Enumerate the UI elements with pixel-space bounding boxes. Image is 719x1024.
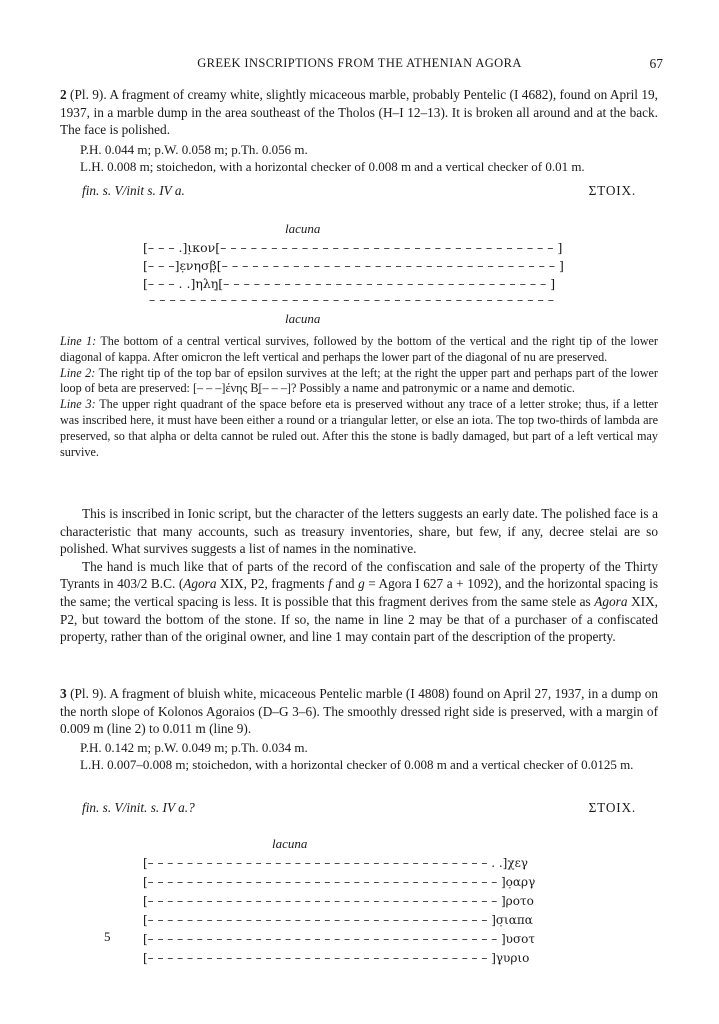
running-header: [0, 56, 719, 74]
note-line-1: [60, 334, 658, 366]
note-line-2-label: Line 2:: [60, 365, 96, 380]
entry-3-date-row: [60, 800, 658, 820]
entry-3-date: fin. s. V/init. s. IV a.?: [82, 800, 195, 815]
note-line-3: [60, 397, 658, 460]
entry-2-intro-text: (Pl. 9). A fragment of creamy white, slightly micaceous marble, probably Pentelic (I 4682), found on April 19, 1937, in a marble dump in the area southeast of the Tholos (H–I 12–13). It is broken all around and at the back. The face is polished.: [60, 87, 658, 138]
note-line-1-label: Line 1:: [60, 334, 97, 348]
commentary-paragraph-2: [60, 558, 658, 646]
note-line-2: [60, 366, 658, 398]
entry-2-commentary: [60, 505, 658, 646]
entry-2-letters: L.H. 0.008 m; stoichedon, with a horizontal checker of 0.008 m and a vertical checker of 0.01 m.: [80, 159, 585, 174]
entry-2-notes: [60, 334, 658, 460]
para2-part-c: and: [331, 576, 359, 592]
entry-3-stoich: ΣΤΟΙΧ.: [588, 800, 636, 815]
entry-3-line-3: [– – – – – – – – – – – – – – – – – – – – – – – – – – – – – – – – – – – – ]ροτο: [143, 894, 534, 908]
entry-3-letters: L.H. 0.007–0.008 m; stoichedon, with a horizontal checker of 0.008 m and a vertical checker of 0.0125 m.: [80, 757, 634, 772]
para2-fragment-g: g: [358, 576, 365, 592]
note-line-2-text: The right tip of the top bar of epsilon survives at the left; at the right the upper part and perhaps part of the lower loop of beta are preserved: [– – –]ένης Β̣[– – –]? Possibly a name and patronymic or a name and demotic.: [60, 365, 658, 396]
entry-2-date-row: [60, 183, 658, 203]
entry-2-line-1: [– – – .]ι̣κον[– – – – – – – – – – – – – – – – – – – – – – – – – – – – – – – – – ]: [143, 240, 563, 255]
entry-3-line-1: [– – – – – – – – – – – – – – – – – – – – – – – – – – – – – – – – – – – . .]χεγ: [143, 856, 528, 870]
entry-3-number: 3: [60, 686, 67, 701]
entry-3-line-number-5: 5: [104, 929, 111, 944]
entry-3-line-2: [– – – – – – – – – – – – – – – – – – – – – – – – – – – – – – – – – – – – ]ο̣αργ: [143, 875, 536, 889]
note-line-3-label: Line 3:: [60, 397, 96, 412]
para2-part-a: The hand is much like that of parts of the record of the confiscation and sale of the property of the Thirty Tyrants in 403/2 B.C. (: [60, 558, 658, 592]
entry-2-dims: P.H. 0.044 m; p.W. 0.058 m; p.Th. 0.056 m.: [80, 142, 308, 157]
para2-part-b: XIX, P2, fragments: [216, 576, 329, 592]
entry-2-line-3: [– – – . .]ηλη̣[– – – – – – – – – – – – – – – – – – – – – – – – – – – – – – – – ]: [143, 276, 556, 291]
entry-2-line-2: [– – –]ε̣νησβ̣[– – – – – – – – – – – – – – – – – – – – – – – – – – – – – – – – – ]: [143, 258, 564, 273]
entry-2-date: fin. s. V/init s. IV a.: [82, 183, 185, 198]
entry-3-measurements: [60, 739, 658, 773]
header-title: GREEK INSCRIPTIONS FROM THE ATHENIAN AGORA: [197, 56, 522, 70]
entry-3-line-6: [– – – – – – – – – – – – – – – – – – – – – – – – – – – – – – – – – – – ]γ̣υριο: [143, 951, 530, 965]
commentary-paragraph-1: This is inscribed in Ionic script, but the character of the letters suggests an early date. The polished face is a characteristic that many accounts, such as treasury inventories, share, but few, if any, decree stelai are so polished. What survives suggests a list of names in the nominative.: [60, 506, 658, 557]
entry-3-line-4: [– – – – – – – – – – – – – – – – – – – – – – – – – – – – – – – – – – – ]σ̣ιαπα: [143, 913, 533, 927]
page-number: 67: [649, 56, 663, 71]
entry-2-intro: [60, 86, 658, 139]
note-line-1-text: The bottom of a central vertical survives, followed by the bottom of the vertical and the right tip of the lower diagonal of kappa. After omicron the left vertical and perhaps the lower part of the diagonal of nu are preserved.: [60, 334, 658, 364]
entry-3-intro: [60, 685, 658, 738]
entry-3-line-5: [– – – – – – – – – – – – – – – – – – – – – – – – – – – – – – – – – – – – ]υσοτ: [143, 932, 536, 946]
entry-2-lacuna-top: lacuna: [285, 221, 321, 236]
entry-3-intro-text: (Pl. 9). A fragment of bluish white, micaceous Pentelic marble (I 4808) found on April 27, 1937, in a dump on the north slope of Kolonos Agoraios (D–G 3–6). The smoothly dressed right side is preserved, with a margin of 0.009 m (line 2) to 0.011 m (line 9).: [60, 686, 658, 737]
entry-2-measurements: [60, 141, 658, 175]
note-line-3-text: The upper right quadrant of the space before eta is preserved without any trace of a letter stroke; thus, if a letter was inscribed here, it must have been either a round or a triangular letter, or else an iota. The top two-thirds of lambda are preserved, so that alpha or delta cannot be ruled out. After this the stone is badly damaged, but part of a left vertical may survive.: [60, 397, 658, 459]
entry-3-lacuna-top: lacuna: [272, 836, 308, 851]
entry-3-dims: P.H. 0.142 m; p.W. 0.049 m; p.Th. 0.034 m.: [80, 740, 308, 755]
para2-agora-1: Agora: [183, 576, 217, 592]
para2-fragment-f: f: [328, 576, 332, 592]
entry-2-number: 2: [60, 87, 67, 102]
para2-agora-2: Agora: [594, 593, 628, 609]
para2-part-e: XIX, P2, but toward the bottom of the stone. If so, the name in line 2 may be that of a purchaser of a confiscated property, rather than of the original owner, and line 1 may contain part of the description of the property.: [60, 593, 658, 645]
entry-2-stoich: ΣΤΟΙΧ.: [588, 183, 636, 198]
entry-2-dash-line: – – – – – – – – – – – – – – – – – – – – – – – – – – – – – – – – – – – – – – – –: [149, 292, 554, 307]
entry-2-lacuna-bottom: lacuna: [285, 311, 321, 326]
para2-part-d: = Agora I 627 a + 1092), and the horizontal spacing is the same; the vertical spacing is less. It is possible that this fragment derives from the same stele as: [60, 576, 659, 609]
